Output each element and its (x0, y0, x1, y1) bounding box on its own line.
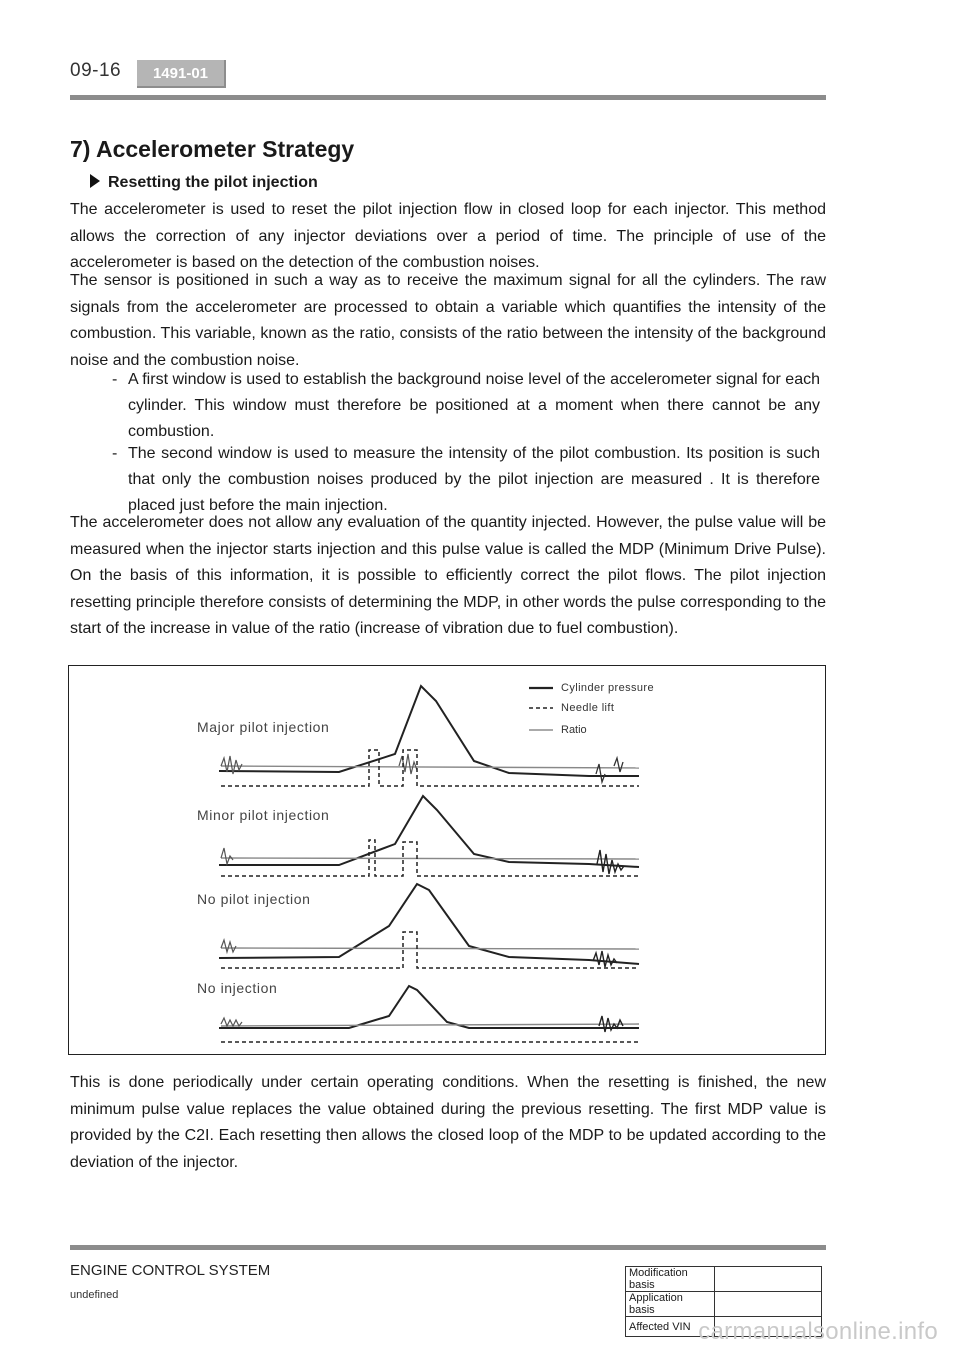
bullet-dash: - (112, 445, 118, 462)
bullet-dash: - (112, 371, 118, 388)
legend-ratio: Ratio (561, 724, 587, 736)
ratio-noise (221, 1018, 242, 1026)
table-cell-value (715, 1267, 822, 1292)
cylinder-pressure-trace (219, 986, 639, 1028)
injection-signal-diagram (68, 665, 826, 1055)
ratio-noise (221, 848, 233, 864)
panel-label-major-pilot: Major pilot injection (197, 719, 330, 735)
needle-lift-trace (221, 932, 639, 968)
subheading (90, 174, 318, 192)
table-cell-value (715, 1292, 822, 1317)
ratio-noise (399, 754, 417, 774)
table-cell-label: Modification basis (626, 1267, 715, 1292)
bullet-item (112, 367, 820, 445)
triangle-bullet-icon (90, 174, 100, 188)
bullet-text: A first window is used to establish the background noise level of the accelerometer signal for each cylinder. This window must therefore be positioned at a moment when there cannot be any combustion. (128, 371, 820, 440)
ratio-trace (221, 948, 639, 949)
legend-needle-lift: Needle lift (561, 702, 615, 714)
ratio-noise (597, 850, 624, 874)
footer-rule (70, 1245, 826, 1250)
table-row (626, 1267, 822, 1292)
footer-system-title: ENGINE CONTROL SYSTEM (70, 1262, 271, 1279)
subheading-text: Resetting the pilot injection (108, 174, 318, 191)
bullet-item (112, 441, 820, 519)
ratio-trace (221, 766, 639, 768)
ratio-trace (221, 1024, 639, 1026)
ratio-noise (593, 951, 617, 967)
header-rule (70, 95, 826, 100)
ratio-noise (596, 758, 623, 782)
footer-subtitle: undefined (70, 1289, 119, 1301)
section-title: 7) Accelerometer Strategy (70, 136, 355, 162)
bullet-text: The second window is used to measure the intensity of the pilot combustion. Its position is such that only the combustion noises produced by the pilot injection are measured . It is therefore placed just before the main injection. (128, 445, 820, 514)
table-cell-label: Application basis (626, 1292, 715, 1317)
ratio-noise (221, 940, 236, 952)
table-row (626, 1292, 822, 1317)
page-number: 09-16 (70, 60, 122, 81)
paragraph-4: This is done periodically under certain operating conditions. When the resetting is finished, the new minimum pulse value replaces the value obtained during the previous resetting. The first MDP value is provided by the C2I. Each resetting then allows the closed loop of the MDP to be updated according to the deviation of the injector. (70, 1074, 826, 1171)
panel-label-minor-pilot: Minor pilot injection (197, 807, 330, 823)
table-cell-label: Affected VIN (626, 1317, 715, 1337)
section-code-badge: 1491-01 (137, 60, 226, 88)
ratio-trace (221, 858, 639, 859)
legend-cylinder-pressure: Cylinder pressure (561, 682, 655, 694)
paragraph-3: The accelerometer does not allow any evaluation of the quantity injected. However, the pulse value will be measured when the injector starts injection and this pulse value is called the MDP (Minimum Drive Pulse). On the basis of this information, it is possible to efficiently correct the pilot flows. The pilot injection resetting principle therefore consists of determining the MDP, in other words the pulse corresponding to the start of the increase in value of the ratio (increase of vibration due to fuel combustion). (70, 514, 826, 638)
paragraph-2: The sensor is positioned in such a way as to receive the maximum signal for all the cylinders. The raw signals from the accelerometer are processed to obtain a variable which quantifies the intensity of the combustion. This variable, known as the ratio, consists of the ratio between the intensity of the background noise and the combustion noise. (70, 272, 826, 369)
panel-label-no-pilot: No pilot injection (197, 891, 311, 907)
watermark: carmanualsonline.info (698, 1318, 938, 1345)
panel-label-no-injection: No injection (197, 980, 278, 996)
paragraph-1: The accelerometer is used to reset the pilot injection flow in closed loop for each injector. This method allows the correction of any injector deviations over a period of time. The principle of use of the accelerometer is based on the detection of the combustion noises. (70, 201, 826, 272)
diagram-svg (69, 666, 827, 1056)
